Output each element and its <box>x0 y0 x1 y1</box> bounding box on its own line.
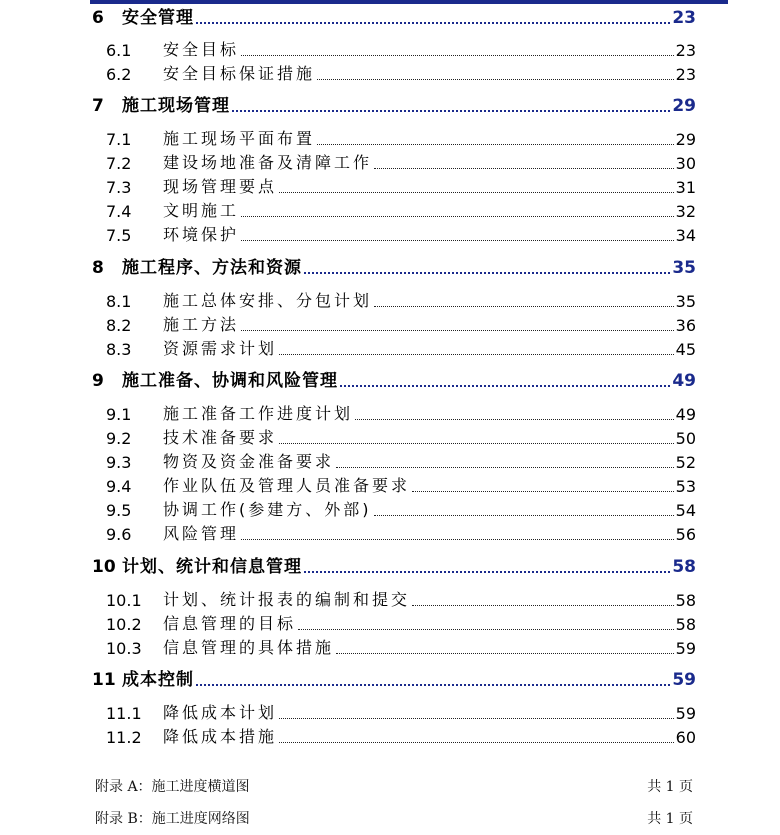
dot-leader <box>336 653 674 654</box>
toc-entry-title: 物资及资金准备要求 <box>163 452 335 471</box>
dot-leader <box>374 306 674 307</box>
appendix-label: 附录 A：施工进度横道图 <box>95 779 250 795</box>
toc-section-entry[interactable] <box>92 450 696 472</box>
toc-entry-title: 施工方法 <box>163 315 240 334</box>
dot-leader <box>279 742 674 743</box>
toc-entry-page-number: 59 <box>675 704 696 723</box>
toc-entry-number: 9.5 <box>106 501 132 520</box>
toc-section-entry[interactable] <box>92 223 696 245</box>
toc-section-entry[interactable] <box>92 289 696 311</box>
toc-entry-page-number: 50 <box>675 429 696 448</box>
toc-entry-number: 9 <box>92 371 104 391</box>
toc-chapter-entry[interactable] <box>92 6 696 28</box>
toc-entry-page-number: 53 <box>675 477 696 496</box>
dot-leader <box>241 55 674 56</box>
dot-leader <box>412 605 674 606</box>
toc-entry-number: 7.3 <box>106 178 132 197</box>
toc-section-entry[interactable] <box>92 175 696 197</box>
toc-entry-number: 10.2 <box>106 615 142 634</box>
toc-entry-number: 10.3 <box>106 639 142 658</box>
appendix-page-count: 共 1 页 <box>647 779 693 795</box>
toc-entry-title: 施工现场平面布置 <box>163 129 316 148</box>
toc-entry-title: 技术准备要求 <box>163 428 278 447</box>
dot-leader <box>304 272 670 274</box>
dot-leader <box>304 571 670 573</box>
toc-entry-title: 施工总体安排、分包计划 <box>163 291 373 310</box>
toc-entry-title: 安全目标 <box>163 40 240 59</box>
toc-entry-number: 6 <box>92 8 104 28</box>
toc-entry-title: 作业队伍及管理人员准备要求 <box>163 476 411 495</box>
dot-leader <box>317 144 674 145</box>
dot-leader <box>355 419 674 420</box>
toc-chapter-entry[interactable] <box>92 369 696 391</box>
toc-entry-title: 计划、统计报表的编制和提交 <box>163 590 411 609</box>
toc-entry-number: 8 <box>92 258 104 278</box>
toc-chapter-entry[interactable] <box>92 94 696 116</box>
toc-entry-page-number: 59 <box>675 639 696 658</box>
toc-section-entry[interactable] <box>92 426 696 448</box>
toc-entry-number: 9.1 <box>106 405 132 424</box>
toc-entry-number: 8.2 <box>106 316 132 335</box>
toc-entry-title: 协调工作(参建方、外部) <box>163 500 372 519</box>
toc-section-entry[interactable] <box>92 151 696 173</box>
toc-entry-page-number: 49 <box>672 371 696 391</box>
toc-entry-number: 7 <box>92 96 104 116</box>
toc-entry-page-number: 30 <box>675 154 696 173</box>
dot-leader <box>412 491 674 492</box>
dot-leader <box>196 22 670 24</box>
toc-entry-page-number: 59 <box>672 670 696 690</box>
dot-leader <box>374 515 674 516</box>
toc-entry-page-number: 35 <box>675 292 696 311</box>
toc-entry-title: 安全管理 <box>122 8 194 28</box>
toc-entry-title: 现场管理要点 <box>163 177 278 196</box>
dot-leader <box>336 467 674 468</box>
toc-entry-page-number: 58 <box>672 557 696 577</box>
toc-entry-number: 11.1 <box>106 704 142 723</box>
toc-entry-title: 施工准备、协调和风险管理 <box>122 371 338 391</box>
toc-entry-title: 施工准备工作进度计划 <box>163 404 354 423</box>
toc-section-entry[interactable] <box>92 612 696 634</box>
toc-section-entry[interactable] <box>92 62 696 84</box>
toc-entry-title: 风险管理 <box>163 524 240 543</box>
toc-entry-title: 降低成本措施 <box>163 727 278 746</box>
dot-leader <box>196 684 670 686</box>
toc-entry-number: 11 <box>92 670 116 690</box>
appendix-page-count: 共 1 页 <box>647 811 693 827</box>
toc-section-entry[interactable] <box>92 522 696 544</box>
toc-entry-number: 7.2 <box>106 154 132 173</box>
toc-entry-number: 10.1 <box>106 591 142 610</box>
toc-entry-page-number: 35 <box>672 258 696 278</box>
toc-entry-title: 信息管理的目标 <box>163 614 297 633</box>
dot-leader <box>279 718 674 719</box>
toc-entry-number: 8.1 <box>106 292 132 311</box>
toc-entry-number: 7.4 <box>106 202 132 221</box>
toc-entry-page-number: 49 <box>675 405 696 424</box>
appendix-entry[interactable] <box>95 776 693 796</box>
dot-leader <box>241 539 674 540</box>
toc-entry-number: 9.3 <box>106 453 132 472</box>
toc-entry-number: 6.1 <box>106 41 132 60</box>
toc-entry-page-number: 34 <box>675 226 696 245</box>
toc-section-entry[interactable] <box>92 38 696 60</box>
toc-entry-title: 成本控制 <box>122 670 194 690</box>
toc-entry-page-number: 29 <box>672 96 696 116</box>
toc-entry-number: 9.2 <box>106 429 132 448</box>
dot-leader <box>279 354 674 355</box>
toc-entry-page-number: 36 <box>675 316 696 335</box>
toc-chapter-entry[interactable] <box>92 668 696 690</box>
toc-entry-title: 建设场地准备及清障工作 <box>163 153 373 172</box>
toc-entry-page-number: 23 <box>675 41 696 60</box>
toc-section-entry[interactable] <box>92 402 696 424</box>
toc-section-entry[interactable] <box>92 337 696 359</box>
toc-entry-page-number: 23 <box>675 65 696 84</box>
toc-entry-page-number: 29 <box>675 130 696 149</box>
toc-entry-title: 资源需求计划 <box>163 339 278 358</box>
toc-entry-number: 6.2 <box>106 65 132 84</box>
dot-leader <box>241 240 674 241</box>
toc-entry-page-number: 58 <box>675 591 696 610</box>
toc-entry-number: 7.1 <box>106 130 132 149</box>
toc-entry-title: 降低成本计划 <box>163 703 278 722</box>
dot-leader <box>298 629 674 630</box>
dot-leader <box>317 79 674 80</box>
appendix-entry[interactable] <box>95 808 693 828</box>
dot-leader <box>241 330 674 331</box>
toc-entry-page-number: 52 <box>675 453 696 472</box>
toc-section-entry[interactable] <box>92 199 696 221</box>
dot-leader <box>374 168 674 169</box>
toc-section-entry[interactable] <box>92 588 696 610</box>
toc-entry-title: 文明施工 <box>163 201 240 220</box>
toc-entry-number: 7.5 <box>106 226 132 245</box>
toc-entry-page-number: 56 <box>675 525 696 544</box>
toc-section-entry[interactable] <box>92 474 696 496</box>
toc-entry-page-number: 23 <box>672 8 696 28</box>
toc-entry-number: 10 <box>92 557 116 577</box>
toc-entry-page-number: 32 <box>675 202 696 221</box>
dot-leader <box>232 110 670 112</box>
dot-leader <box>241 216 674 217</box>
toc-entry-page-number: 54 <box>675 501 696 520</box>
toc-entry-page-number: 31 <box>675 178 696 197</box>
toc-entry-number: 9.4 <box>106 477 132 496</box>
toc-entry-page-number: 58 <box>675 615 696 634</box>
toc-section-entry[interactable] <box>92 498 696 520</box>
appendix-label: 附录 B：施工进度网络图 <box>95 811 250 827</box>
dot-leader <box>279 443 674 444</box>
toc-chapter-entry[interactable] <box>92 256 696 278</box>
dot-leader <box>279 192 674 193</box>
toc-entry-title: 计划、统计和信息管理 <box>122 557 302 577</box>
toc-section-entry[interactable] <box>92 313 696 335</box>
toc-entry-number: 9.6 <box>106 525 132 544</box>
toc-entry-page-number: 45 <box>675 340 696 359</box>
toc-entry-title: 施工程序、方法和资源 <box>122 258 302 278</box>
toc-entry-title: 信息管理的具体措施 <box>163 638 335 657</box>
toc-section-entry[interactable] <box>92 636 696 658</box>
toc-entry-number: 11.2 <box>106 728 142 747</box>
toc-entry-page-number: 60 <box>675 728 696 747</box>
toc-section-entry[interactable] <box>92 127 696 149</box>
dot-leader <box>340 385 670 387</box>
toc-section-entry[interactable] <box>92 701 696 723</box>
toc-entry-title: 施工现场管理 <box>122 96 230 116</box>
toc-entry-number: 8.3 <box>106 340 132 359</box>
toc-entry-title: 环境保护 <box>163 225 240 244</box>
toc-entry-title: 安全目标保证措施 <box>163 64 316 83</box>
toc-section-entry[interactable] <box>92 725 696 747</box>
toc-chapter-entry[interactable] <box>92 555 696 577</box>
